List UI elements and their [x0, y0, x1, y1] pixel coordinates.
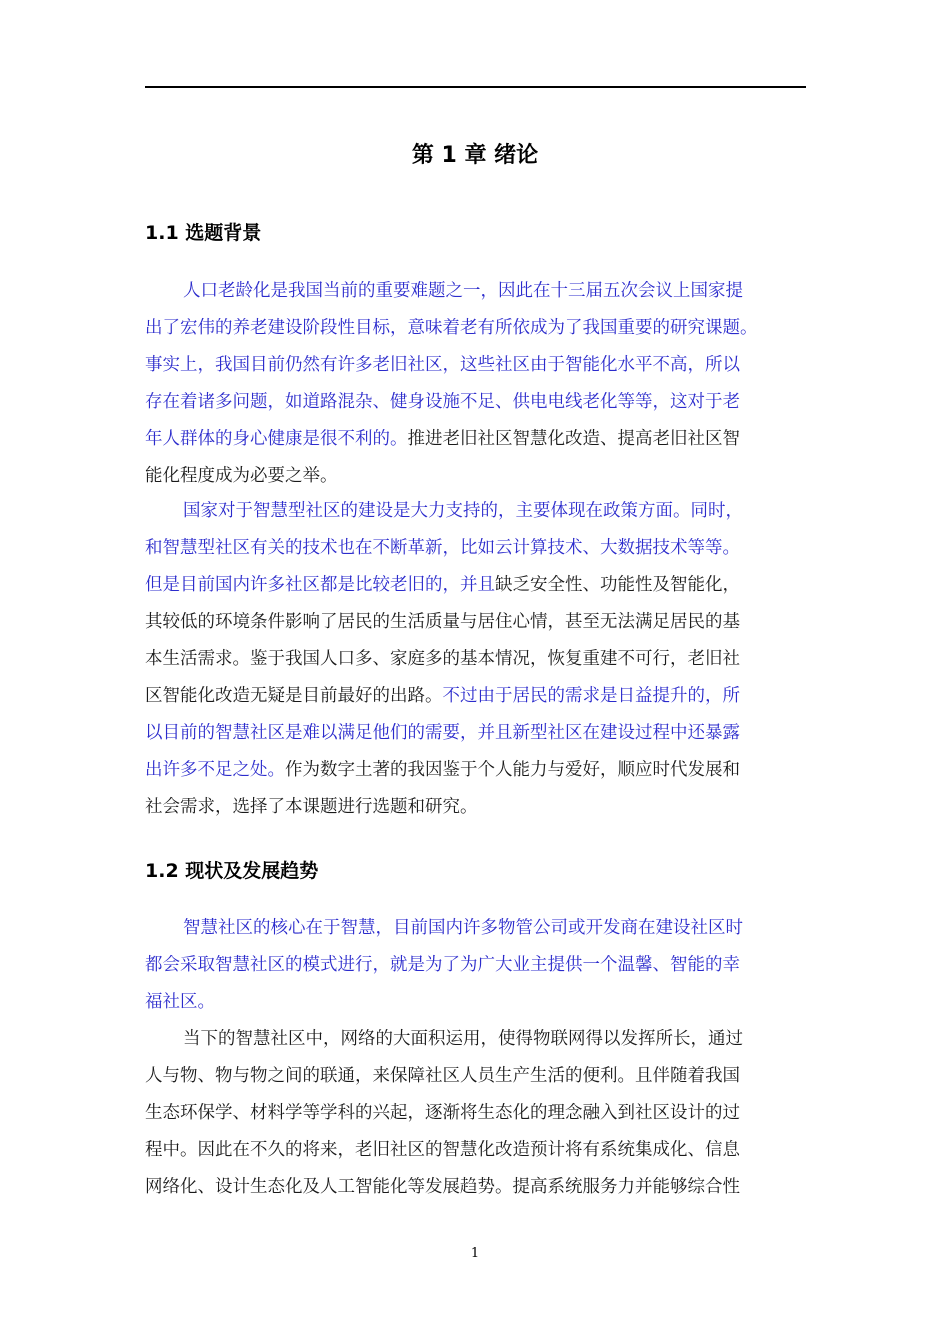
text-run: 程中。因此在不久的将来，老旧社区的智慧化改造预计将有系统集成化、信息: [145, 1140, 740, 1160]
text-run: 出了宏伟的养老建设阶段性目标，意味着老有所依成为了我国重要的研究课题。: [145, 318, 758, 338]
text-line: [145, 604, 806, 641]
text-line: [145, 947, 806, 984]
text-run: 国家对于智慧型社区的建设是大力支持的，主要体现在政策方面。同时，: [183, 501, 743, 521]
text-line: [145, 530, 806, 567]
text-line: [145, 789, 806, 826]
text-run: 以目前的智慧社区是难以满足他们的需要，并且新型社区在建设过程中还暴露: [145, 723, 740, 743]
paragraph-1-2-a: [145, 910, 806, 1021]
text-run: 都会采取智慧社区的模式进行，就是为了为广大业主提供一个温馨、智能的幸: [145, 955, 740, 975]
text-run: 人口老龄化是我国当前的重要难题之一，因此在十三届五次会议上国家提: [183, 281, 743, 301]
paragraph-1-1-b: [145, 493, 806, 826]
text-line: [145, 384, 806, 421]
text-line: [145, 1169, 806, 1206]
text-run: 福社区。: [145, 992, 215, 1012]
text-run: 作为数字土著的我因鉴于个人能力与爱好，顺应时代发展和: [285, 760, 740, 780]
text-run: 事实上，我国目前仍然有许多老旧社区，这些社区由于智能化水平不高，所以: [145, 355, 740, 375]
text-line: [145, 678, 806, 715]
text-run: 当下的智慧社区中，网络的大面积运用，使得物联网得以发挥所长，通过: [183, 1029, 743, 1049]
text-line: [145, 421, 806, 458]
text-line: [145, 567, 806, 604]
text-line: [145, 910, 806, 947]
text-line: [145, 1095, 806, 1132]
page-number: 1: [470, 1246, 480, 1261]
text-line: [145, 984, 806, 1021]
text-run: 但是目前国内许多社区都是比较老旧的，并且: [145, 575, 495, 595]
text-run: 社会需求，选择了本课题进行选题和研究。: [145, 797, 478, 817]
text-run: 生态环保学、材料学等学科的兴起，逐渐将生态化的理念融入到社区设计的过: [145, 1103, 740, 1123]
text-run: 人与物、物与物之间的联通，来保障社区人员生产生活的便利。且伴随着我国: [145, 1066, 740, 1086]
text-line: [145, 1132, 806, 1169]
paragraph-1-1-a: [145, 273, 806, 495]
chapter-title: 第 1 章 绪论: [411, 143, 539, 168]
section-heading-1-2: 1.2 现状及发展趋势: [145, 860, 319, 882]
text-run: 不过由于居民的需求是日益提升的，所: [442, 686, 740, 706]
paragraph-1-2-b: [145, 1021, 806, 1206]
section-heading-1-1: 1.1 选题背景: [145, 222, 262, 244]
text-line: [145, 641, 806, 678]
text-line: [145, 493, 806, 530]
text-line: [145, 310, 806, 347]
text-line: [145, 458, 806, 495]
text-run: 出许多不足之处。: [145, 760, 285, 780]
text-run: 缺乏安全性、功能性及智能化，: [495, 575, 740, 595]
text-run: 年人群体的身心健康是很不利的。: [145, 429, 408, 449]
text-run: 和智慧型社区有关的技术也在不断革新，比如云计算技术、大数据技术等等。: [145, 538, 740, 558]
header-rule: [145, 86, 806, 88]
text-run: 区智能化改造无疑是目前最好的出路。: [145, 686, 443, 706]
text-run: 推进老旧社区智慧化改造、提高老旧社区智: [407, 429, 740, 449]
text-line: [145, 752, 806, 789]
text-line: [145, 347, 806, 384]
text-run: 网络化、设计生态化及人工智能化等发展趋势。提高系统服务力并能够综合性: [145, 1177, 740, 1197]
text-run: 存在着诸多问题，如道路混杂、健身设施不足、供电电线老化等等，这对于老: [145, 392, 740, 412]
text-line: [145, 1021, 806, 1058]
text-run: 智慧社区的核心在于智慧，目前国内许多物管公司或开发商在建设社区时: [183, 918, 743, 938]
text-run: 本生活需求。鉴于我国人口多、家庭多的基本情况，恢复重建不可行，老旧社: [145, 649, 740, 669]
text-line: [145, 273, 806, 310]
text-run: 能化程度成为必要之举。: [145, 466, 338, 486]
text-line: [145, 1058, 806, 1095]
text-run: 其较低的环境条件影响了居民的生活质量与居住心情，甚至无法满足居民的基: [145, 612, 740, 632]
text-line: [145, 715, 806, 752]
